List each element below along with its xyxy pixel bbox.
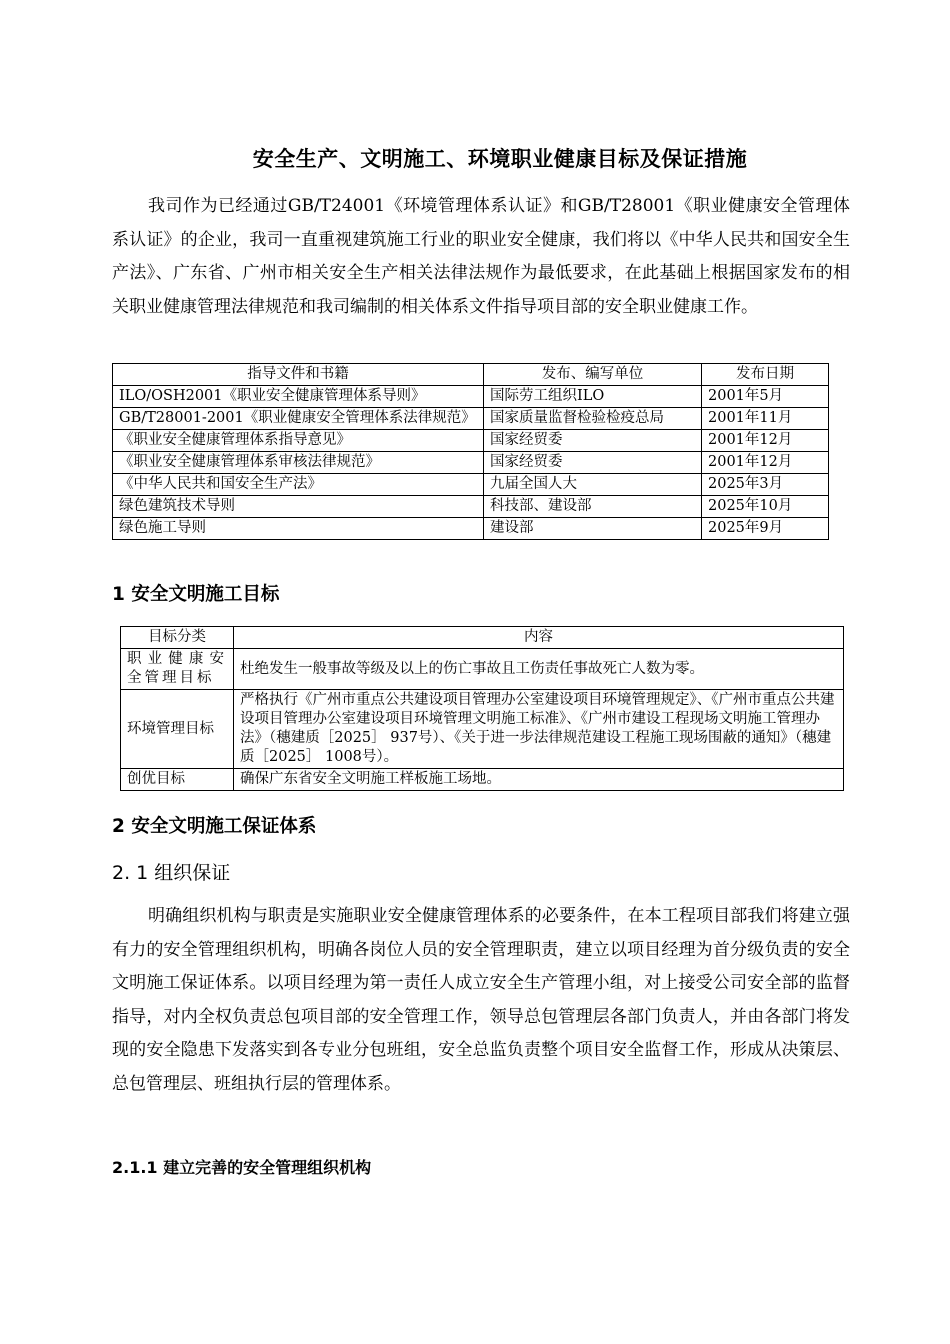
guide-table <box>112 363 829 540</box>
guide-table-header <box>113 364 829 386</box>
document-title: 安全生产、文明施工、环境职业健康目标及保证措施 <box>252 147 748 171</box>
body-paragraph: 明确组织机构与职责是实施职业安全健康管理体系的必要条件，在本工程项目部我们将建立强有力的安全管理组织机构，明确各岗位人员的安全管理职责，建立以项目经理为首分级负责的安全文明施工保证体系。以项目经理为第一责任人成立安全生产管理小组，对上接受公司安全部的监督指导，对内全权负责总包项目部的安全管理工作，领导总包管理层各部门负责人，并由各部门将发现的安全隐患下发落实到各专业分包班组，安全总监负责整个项目安全监督工作，形成从决策层、总包管理层、班组执行层的管理体系。 <box>112 906 850 1094</box>
guide-cell-document: 《中华人民共和国安全生产法》 <box>113 474 484 496</box>
section-2-1-1-heading: 2.1.1 建立完善的安全管理组织机构 <box>112 1158 372 1177</box>
table-row <box>113 408 829 430</box>
guide-header-publisher: 发布、编写单位 <box>484 364 702 386</box>
guide-cell-document: 《职业安全健康管理体系指导意见》 <box>113 430 484 452</box>
guide-cell-publisher: 国家经贸委 <box>484 430 702 452</box>
guide-cell-publisher: 国家质量监督检验检疫总局 <box>484 408 702 430</box>
table-row <box>113 386 829 408</box>
guide-cell-date: 2001年12月 <box>702 430 829 452</box>
section-2-1-heading: 2. 1 组织保证 <box>112 862 231 884</box>
guide-cell-document: 绿色施工导则 <box>113 518 484 540</box>
guide-cell-document: GB/T28001-2001《职业健康安全管理体系法律规范》 <box>113 408 484 430</box>
guide-cell-publisher: 九届全国人大 <box>484 474 702 496</box>
goal-header-category: 目标分类 <box>121 627 234 649</box>
table-row <box>121 769 844 791</box>
goal-table-header <box>121 627 844 649</box>
table-row <box>121 649 844 690</box>
goal-cell-category: 创优目标 <box>121 769 234 791</box>
guide-cell-publisher: 科技部、建设部 <box>484 496 702 518</box>
goal-header-content: 内容 <box>234 627 844 649</box>
goal-cell-category: 职业健康安全管理目标 <box>121 649 234 690</box>
guide-cell-publisher: 建设部 <box>484 518 702 540</box>
guide-cell-date: 2025年3月 <box>702 474 829 496</box>
guide-cell-date: 2025年10月 <box>702 496 829 518</box>
guide-cell-date: 2001年12月 <box>702 452 829 474</box>
guide-cell-document: 绿色建筑技术导则 <box>113 496 484 518</box>
table-row <box>113 430 829 452</box>
section-1-heading: 1 安全文明施工目标 <box>112 584 280 605</box>
table-row <box>113 474 829 496</box>
goal-table <box>120 626 844 791</box>
guide-cell-date: 2001年11月 <box>702 408 829 430</box>
table-row <box>113 496 829 518</box>
guide-cell-document: ILO/OSH2001《职业安全健康管理体系导则》 <box>113 386 484 408</box>
guide-cell-date: 2001年5月 <box>702 386 829 408</box>
guide-header-date: 发布日期 <box>702 364 829 386</box>
goal-cell-content: 严格执行《广州市重点公共建设项目管理办公室建设项目环境管理规定》、《广州市重点公共建设项目管理办公室建设项目环境管理文明施工标准》、《广州市建设工程现场文明施工管理办法》（穗建质［2025］ 937号）、《关于进一步法律规范建设工程施工现场围蔽的通知》（穗建质［2025］ 1008号）。 <box>234 690 844 769</box>
guide-cell-publisher: 国家经贸委 <box>484 452 702 474</box>
table-row <box>121 690 844 769</box>
section-2-heading: 2 安全文明施工保证体系 <box>112 816 317 837</box>
guide-cell-date: 2025年9月 <box>702 518 829 540</box>
goal-cell-content: 确保广东省安全文明施工样板施工场地。 <box>234 769 844 791</box>
guide-header-document: 指导文件和书籍 <box>113 364 484 386</box>
table-row <box>113 518 829 540</box>
intro-paragraph: 我司作为已经通过GB/T24001《环境管理体系认证》和GB/T28001《职业健康安全管理体系认证》的企业，我司一直重视建筑施工行业的职业安全健康，我们将以《中华人民共和国安全生产法》、广东省、广州市相关安全生产相关法律法规作为最低要求，在此基础上根据国家发布的相关职业健康管理法律规范和我司编制的相关体系文件指导项目部的安全职业健康工作。 <box>112 196 850 317</box>
guide-cell-publisher: 国际劳工组织ILO <box>484 386 702 408</box>
goal-cell-content: 杜绝发生一般事故等级及以上的伤亡事故且工伤责任事故死亡人数为零。 <box>234 649 844 690</box>
guide-cell-document: 《职业安全健康管理体系审核法律规范》 <box>113 452 484 474</box>
goal-cell-category: 环境管理目标 <box>121 690 234 769</box>
table-row <box>113 452 829 474</box>
